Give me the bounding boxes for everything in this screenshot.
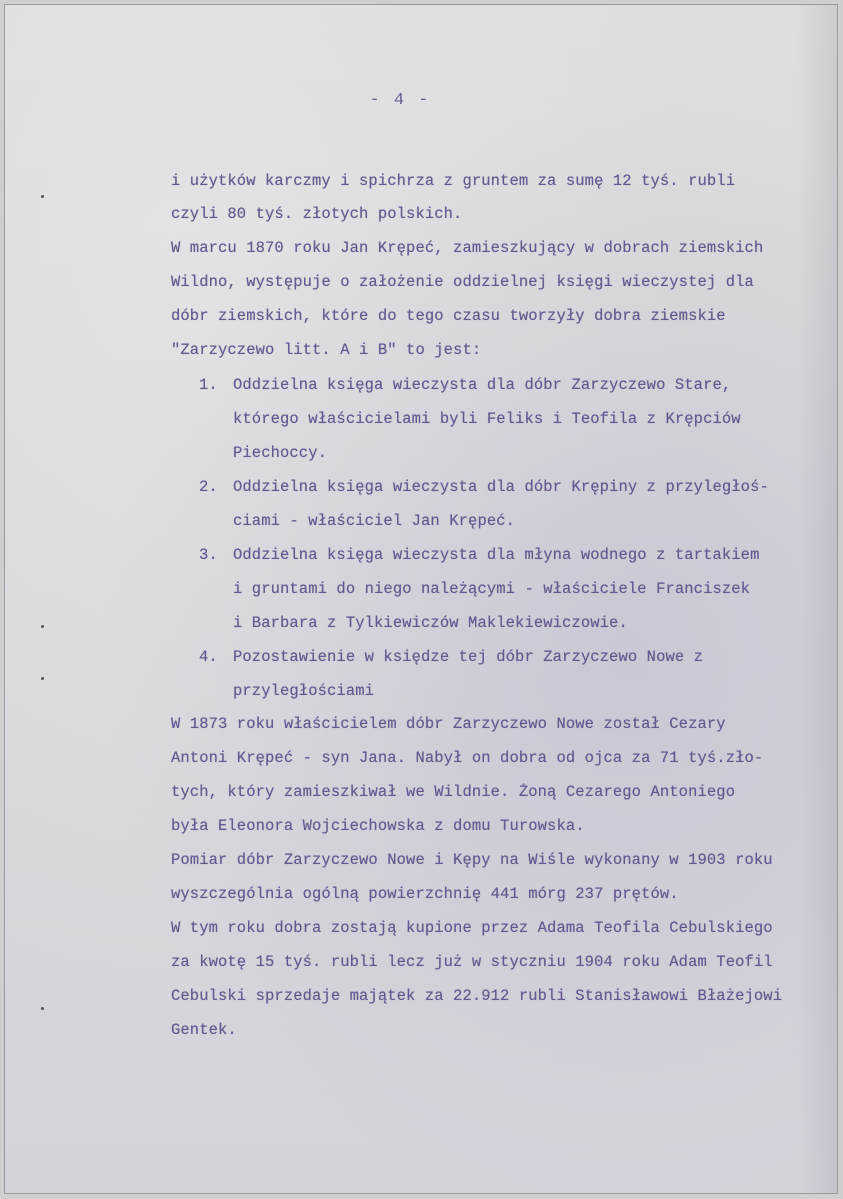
- text-line: Pomiar dóbr Zarzyczewo Nowe i Kępy na Wiśle wykonany w 1903 roku: [171, 851, 773, 869]
- punch-mark: [41, 1007, 44, 1010]
- list-item-2: [199, 471, 769, 504]
- text-line: W tym roku dobra zostają kupione przez Adama Teofila Cebulskiego: [171, 919, 773, 937]
- page-number: - 4 -: [369, 91, 431, 110]
- list-number: 1.: [199, 376, 218, 394]
- text-line: W 1873 roku właścicielem dóbr Zarzyczewo Nowe został Cezary: [171, 715, 726, 733]
- text-line: Pozostawienie w księdze tej dóbr Zarzyczewo Nowe z: [233, 648, 704, 666]
- text-line: Gentek.: [171, 1021, 237, 1039]
- list-number: 4.: [199, 648, 218, 666]
- text-line: za kwotę 15 tyś. rubli lecz już w styczniu 1904 roku Adam Teofil: [171, 953, 773, 971]
- text-line: Antoni Krępeć - syn Jana. Nabył on dobra od ojca za 71 tyś.zło-: [171, 749, 764, 767]
- text-line: Oddzielna księga wieczysta dla dóbr Zarzyczewo Stare,: [233, 376, 732, 394]
- text-line: tych, który zamieszkiwał we Wildnie. Żoną Cezarego Antoniego: [171, 783, 736, 801]
- punch-mark: [41, 195, 44, 198]
- text-line: "Zarzyczewo litt. A i B" to jest:: [171, 341, 482, 359]
- text-line: i użytków karczmy i spichrza z gruntem za sumę 12 tyś. rubli: [171, 172, 736, 190]
- text-line: czyli 80 tyś. złotych polskich.: [171, 205, 463, 223]
- list-number: 3.: [199, 546, 218, 564]
- text-line: Oddzielna księga wieczysta dla młyna wodnego z tartakiem: [233, 546, 760, 564]
- document-page: [4, 4, 838, 1194]
- text-line: przyległościami: [233, 682, 375, 700]
- text-line: Wildno, występuje o założenie oddzielnej księgi wieczystej dla: [171, 273, 754, 291]
- list-item-3: [199, 539, 759, 572]
- text-line: i Barbara z Tylkiewiczów Maklekiewiczowie.: [233, 614, 628, 632]
- text-line: wyszczególnia ogólną powierzchnię 441 mórg 237 prętów.: [171, 885, 679, 903]
- text-line: była Eleonora Wojciechowska z domu Turowska.: [171, 817, 585, 835]
- text-line: Oddzielna księga wieczysta dla dóbr Krępiny z przyległoś-: [233, 478, 769, 496]
- text-line: którego właścicielami byli Feliks i Teofila z Krępciów: [233, 410, 741, 428]
- punch-mark: [41, 677, 44, 680]
- text-line: Piechoccy.: [233, 444, 328, 462]
- text-line: dóbr ziemskich, które do tego czasu tworzyły dobra ziemskie: [171, 307, 726, 325]
- punch-mark: [41, 625, 44, 628]
- list-number: 2.: [199, 478, 218, 496]
- text-line: Cebulski sprzedaje majątek za 22.912 rubli Stanisławowi Błażejowi: [171, 987, 783, 1005]
- page-edge-shadow: [797, 5, 837, 1193]
- text-line: W marcu 1870 roku Jan Krępeć, zamieszkujący w dobrach ziemskich: [171, 239, 764, 257]
- text-line: i gruntami do niego należącymi - właściciele Franciszek: [233, 580, 751, 598]
- list-item-4: [199, 641, 703, 674]
- list-item-1: [199, 369, 731, 402]
- text-line: ciami - właściciel Jan Krępeć.: [233, 512, 516, 530]
